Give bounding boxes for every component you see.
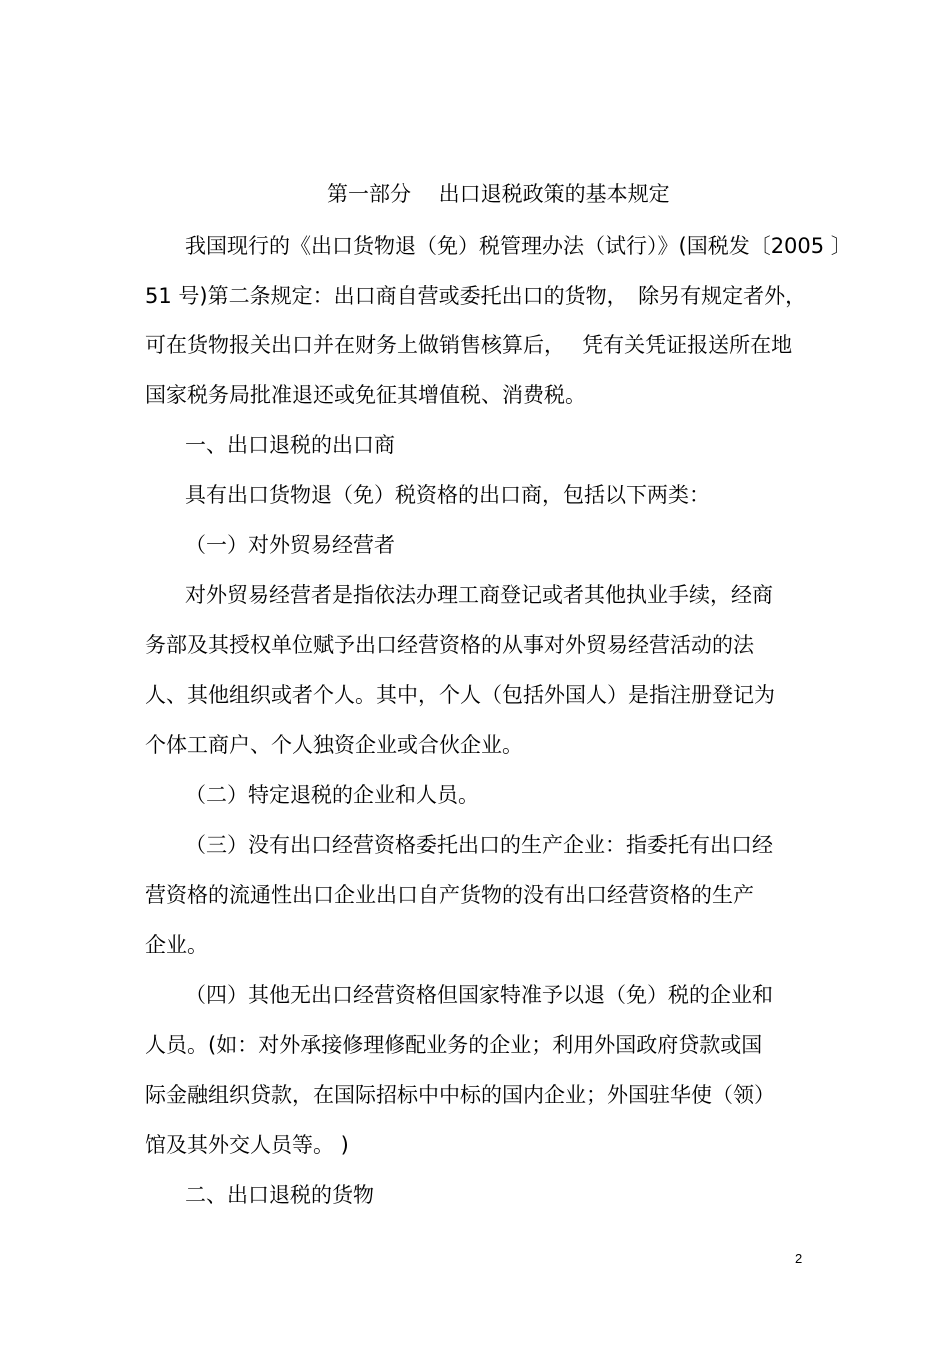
paragraph-line-9: 务部及其授权单位赋予出口经营资格的从事对外贸易经营活动的法 [145,633,754,657]
paragraph-line-14: 营资格的流通性出口企业出口自产货物的没有出口经营资格的生产 [145,883,754,907]
heading-export-goods: 二、出口退税的货物 [185,1183,374,1207]
page-number: 2 [795,1251,803,1266]
paragraph-line-3: 可在货物报关出口并在财务上做销售核算后， 凭有关凭证报送所在地 [145,333,793,357]
paragraph-line-17: 人员。(如：对外承接修理修配业务的企业；利用外国政府贷款或国 [145,1033,763,1057]
paragraph-line-18: 际金融组织贷款，在国际招标中中标的国内企业；外国驻华使（领） [145,1083,775,1107]
paragraph-line-10: 人、其他组织或者个人。其中，个人（包括外国人）是指注册登记为 [145,683,775,707]
paragraph-line-2: 51 号)第二条规定：出口商自营或委托出口的货物， 除另有规定者外， [145,284,807,308]
section-title: 第一部分 出口退税政策的基本规定 [327,182,670,206]
paragraph-line-19: 馆及其外交人员等。 ) [145,1133,349,1157]
paragraph-line-13: （三）没有出口经营资格委托出口的生产企业：指委托有出口经 [185,833,773,857]
paragraph-line-6: 具有出口货物退（免）税资格的出口商，包括以下两类： [185,483,710,507]
paragraph-line-16: （四）其他无出口经营资格但国家特准予以退（免）税的企业和 [185,983,773,1007]
paragraph-line-15: 企业。 [145,933,208,957]
paragraph-line-8: 对外贸易经营者是指依法办理工商登记或者其他执业手续，经商 [185,583,773,607]
paragraph-line-1: 我国现行的《出口货物退（免）税管理办法（试行）》(国税发〔2005 〕 [185,234,852,258]
subheading-specific-refund: （二）特定退税的企业和人员。 [185,783,479,807]
subheading-foreign-trade-operator: （一）对外贸易经营者 [185,533,395,557]
paragraph-line-11: 个体工商户、个人独资企业或合伙企业。 [145,733,523,757]
heading-exporter: 一、出口退税的出口商 [185,433,395,457]
paragraph-line-4: 国家税务局批准退还或免征其增值税、消费税。 [145,383,586,407]
